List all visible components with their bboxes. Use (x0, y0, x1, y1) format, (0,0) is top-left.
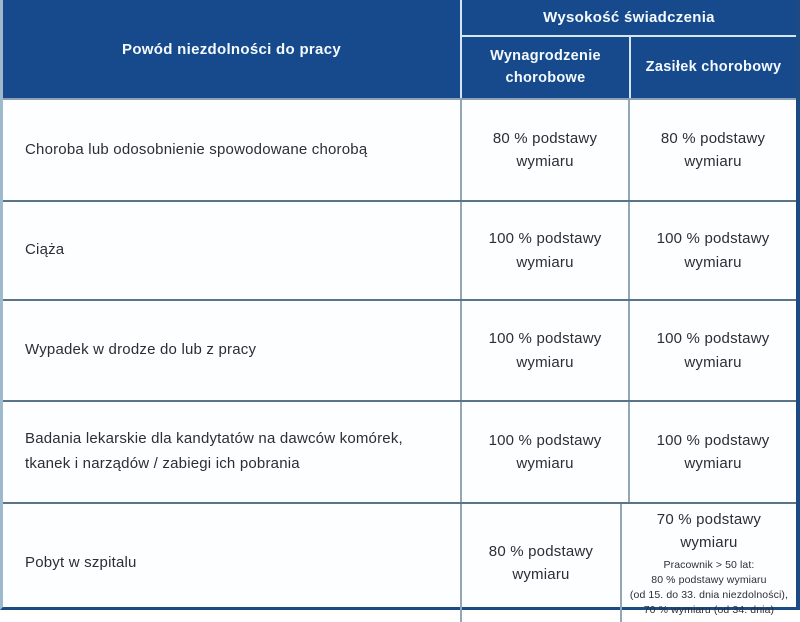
header-sick-allowance-column: Zasiłek chorobowy (629, 37, 796, 98)
sick-pay-value: 100 % podstawy wymiaru (488, 431, 602, 472)
sick-allowance-cell (620, 504, 796, 622)
table-row (3, 200, 796, 299)
reason-cell: Choroba lub odosobnienie spowodowane chorobą (25, 140, 368, 158)
sick-allowance-cell (628, 402, 796, 502)
sick-allowance-value: 100 % podstawy wymiaru (656, 431, 770, 472)
sick-allowance-cell (628, 202, 796, 299)
sick-pay-cell (460, 402, 628, 502)
header-reason-column: Powód niezdolności do pracy (122, 40, 341, 58)
sick-pay-cell (460, 504, 620, 622)
table-row (3, 400, 796, 502)
header-subcolumns (462, 37, 796, 98)
note-line: (od 15. do 33. dnia niezdolności), (629, 588, 788, 601)
note-line: Pracownik > 50 lat: (663, 558, 755, 571)
note-line: 70 % wymiaru (od 34. dnia) (643, 604, 775, 617)
sick-pay-cell (460, 100, 628, 200)
sick-pay-value: 100 % podstawy wymiaru (488, 230, 602, 271)
reason-cell: Wypadek w drodze do lub z pracy (25, 341, 257, 359)
sick-allowance-value: 70 % podstawy wymiaru (656, 511, 762, 552)
table-row (3, 502, 796, 622)
sick-pay-value: 100 % podstawy wymiaru (488, 330, 602, 371)
sick-allowance-value: 100 % podstawy wymiaru (656, 330, 770, 371)
reason-cell: Badania lekarskie dla kandytatów na dawców komórek, tkanek i narządów / zabiegi ich pobrania (25, 430, 403, 472)
reason-cell: Pobyt w szpitalu (25, 553, 137, 571)
header-benefit-group (460, 0, 796, 98)
table-header (3, 0, 796, 98)
sick-allowance-value: 80 % podstawy wymiaru (660, 129, 766, 170)
table-row (3, 98, 796, 200)
reason-cell: Ciąża (25, 241, 65, 259)
sick-pay-cell (460, 301, 628, 400)
sick-pay-value: 80 % podstawy wymiaru (488, 542, 594, 584)
sick-allowance-cell (628, 100, 796, 200)
note-line: 80 % podstawy wymiaru (651, 573, 767, 586)
sick-allowance-note (630, 558, 788, 619)
sick-allowance-cell (628, 301, 796, 400)
sick-pay-cell (460, 202, 628, 299)
header-sick-pay-column: Wynagrodzenie chorobowe (490, 48, 601, 86)
table-row (3, 299, 796, 400)
header-group-label: Wysokość świadczenia (462, 0, 796, 37)
sick-pay-value: 80 % podstawy wymiaru (492, 129, 598, 170)
sick-allowance-value: 100 % podstawy wymiaru (656, 230, 770, 271)
